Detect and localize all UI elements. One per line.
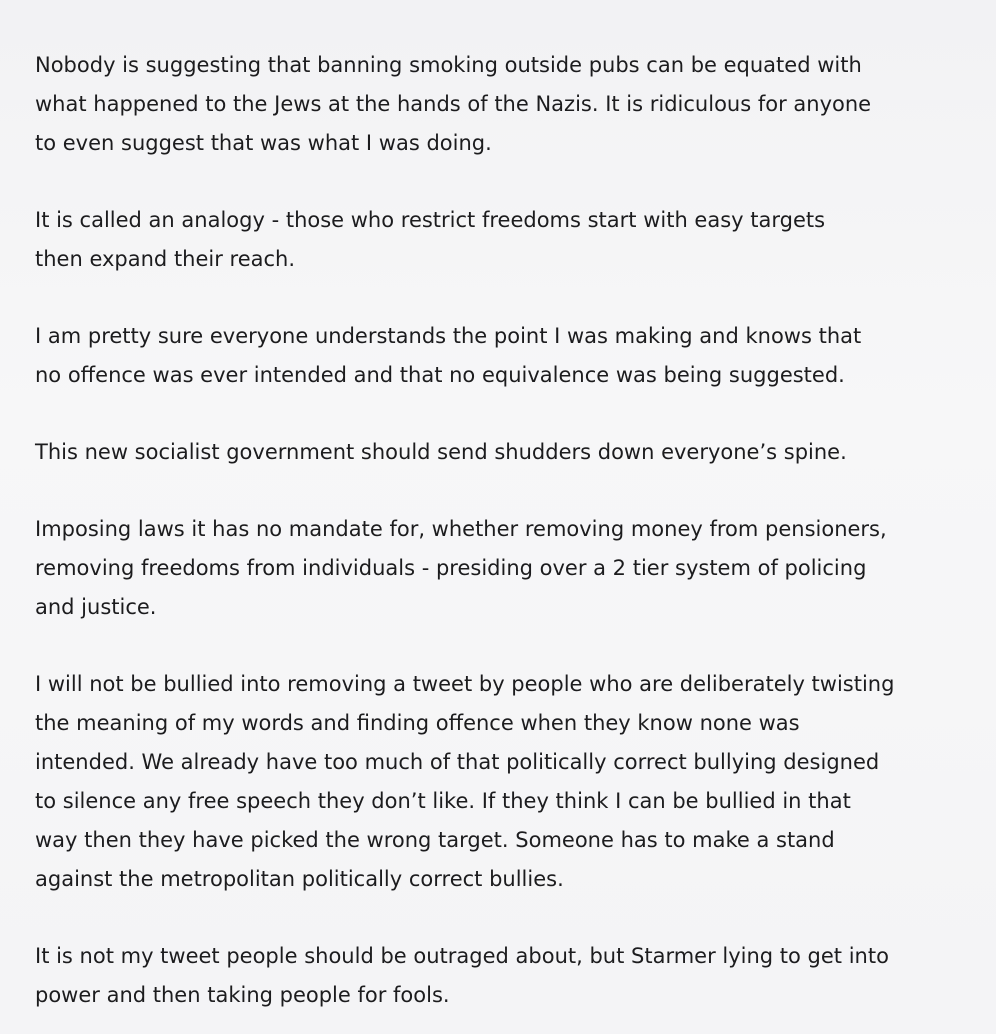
paragraph-4: This new socialist government should send shudders down everyone’s spine. [35,440,847,464]
paragraph-7: It is not my tweet people should be outraged about, but Starmer lying to get into power and then taking people for fools. [35,944,889,1007]
paragraph-6: I will not be bullied into removing a tweet by people who are deliberately twisting the meaning of my words and finding offence when they know none was intended. We already have too much of that politically correct bullying designed to silence any free speech they don’t like. If they think I can be bullied in that way then they have picked the wrong target. Someone has to make a stand against the metropolitan politically correct bullies. [35,672,895,891]
paragraph-2: It is called an analogy - those who restrict freedoms start with easy targets then expand their reach. [35,208,826,271]
paragraph-1: Nobody is suggesting that banning smoking outside pubs can be equated with what happened to the Jews at the hands of the Nazis. It is ridiculous for anyone to even suggest that was what I was doing. [35,53,872,155]
paragraph-5: Imposing laws it has no mandate for, whether removing money from pensioners, removing freedoms from individuals - presiding over a 2 tier system of policing and justice. [35,517,887,619]
paragraph-3: I am pretty sure everyone understands the point I was making and knows that no offence was ever intended and that no equivalence was being suggested. [35,324,862,387]
